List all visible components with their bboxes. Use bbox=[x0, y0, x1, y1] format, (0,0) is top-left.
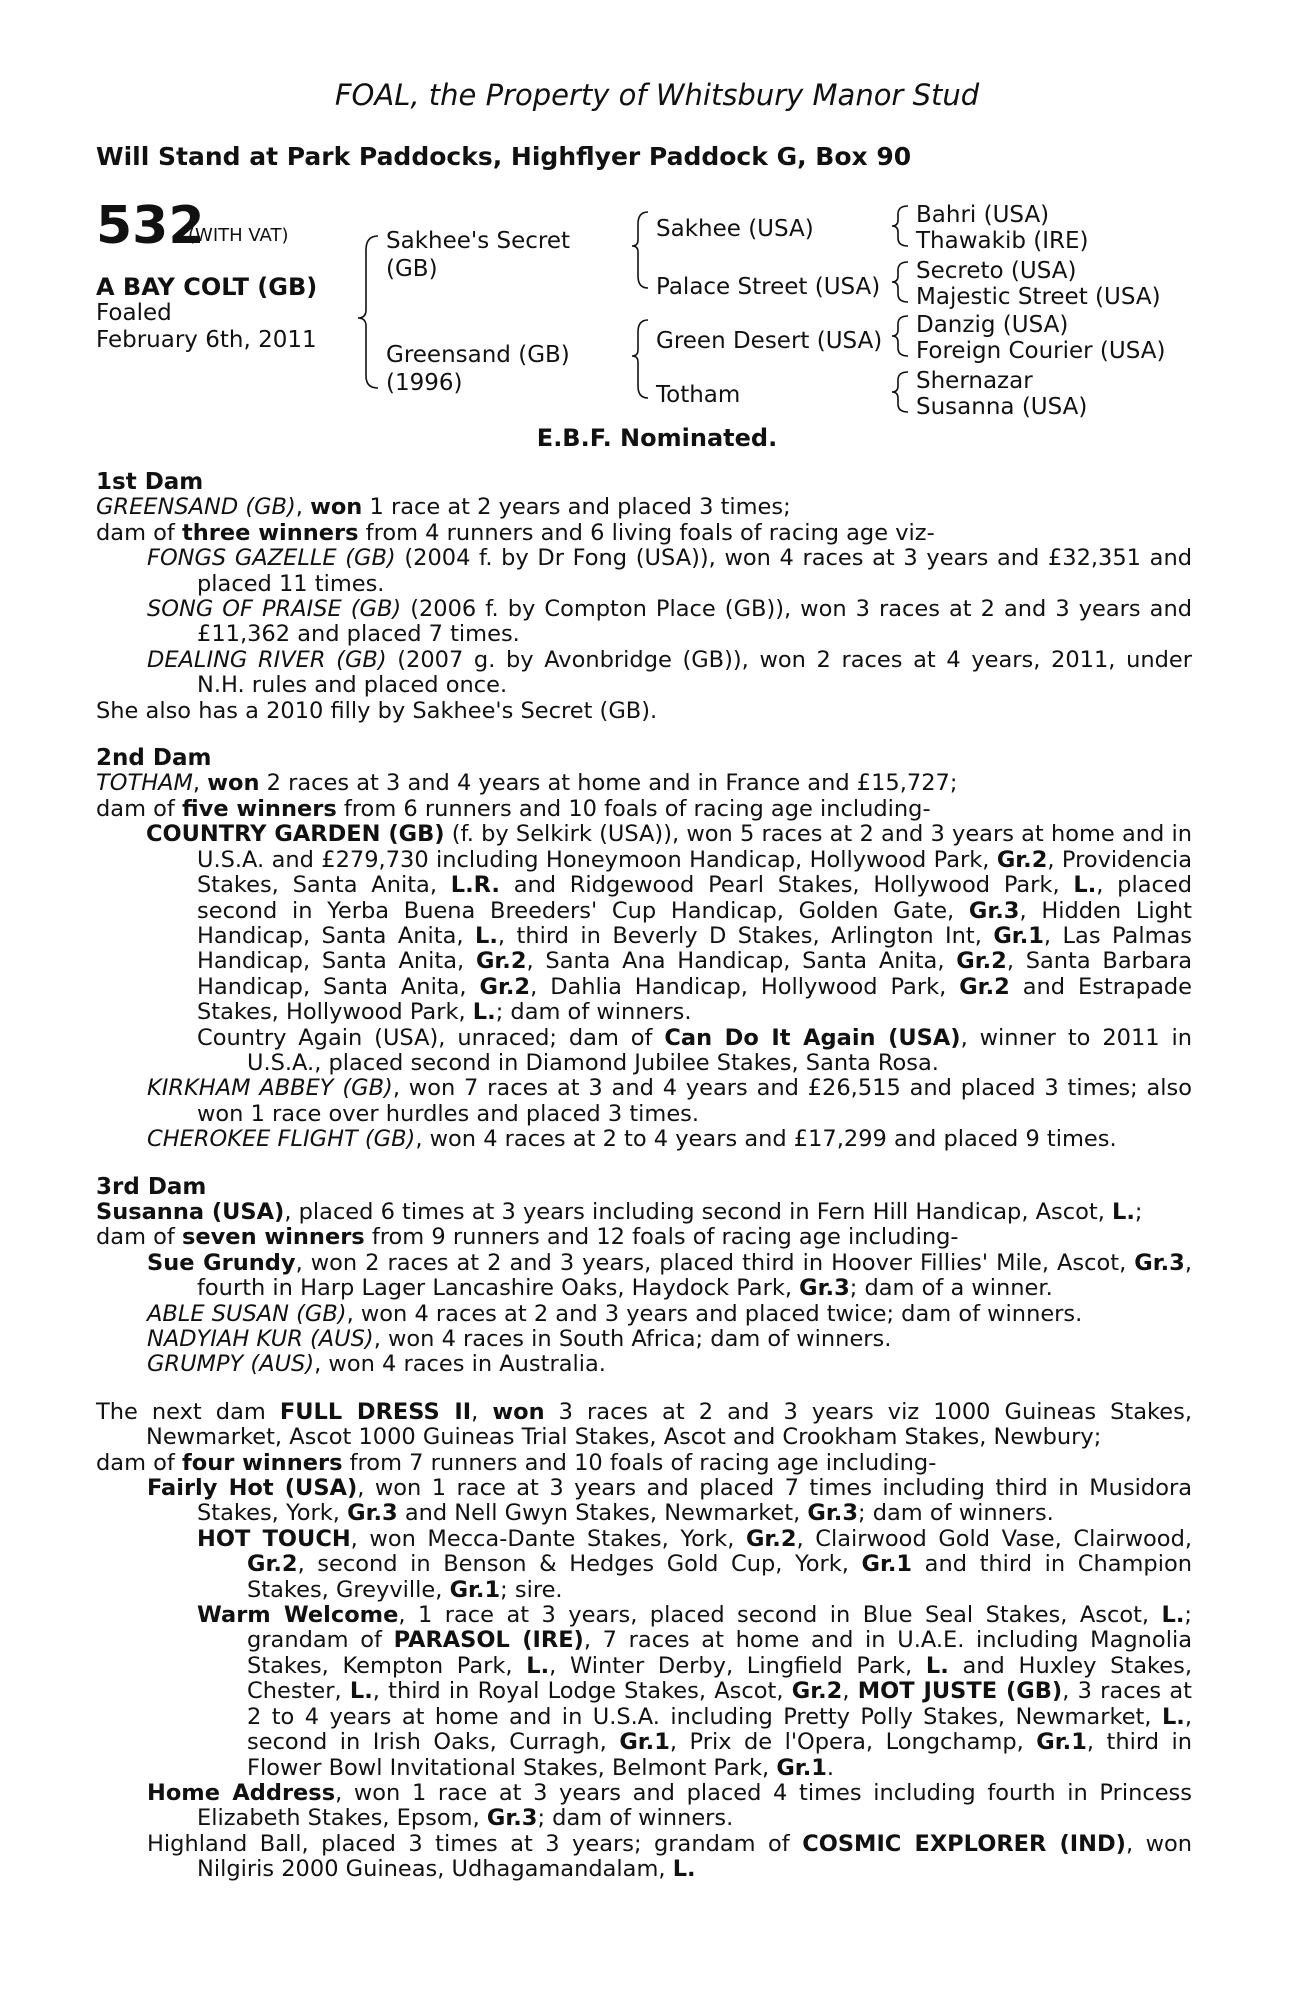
produce-entry bbox=[96, 1127, 1192, 1152]
text: Gr.3 bbox=[968, 897, 1020, 924]
text: L. bbox=[1073, 872, 1097, 899]
text: and Nell Gwyn Stakes, Newmarket, bbox=[397, 1500, 808, 1527]
lot-number: 532 bbox=[96, 196, 205, 256]
horse-name: GRUMPY (AUS) bbox=[147, 1351, 315, 1378]
text: dam of bbox=[96, 1449, 182, 1476]
text: , Winter Derby, Lingfield Park, bbox=[549, 1652, 926, 1679]
pedigree-sire-country: (GB) bbox=[386, 256, 438, 282]
pedigree-sire: Sakhee's Secret bbox=[386, 228, 571, 254]
text: Gr.2 bbox=[791, 1678, 843, 1705]
produce-entry bbox=[96, 1352, 1192, 1377]
ebf-nomination: E.B.F. Nominated. bbox=[536, 424, 778, 452]
text: , bbox=[192, 770, 208, 797]
text: dam of bbox=[96, 519, 182, 546]
first-dam-line bbox=[96, 495, 1192, 520]
next-dam-section bbox=[96, 1400, 1192, 1883]
first-dam-name: GREENSAND (GB) bbox=[96, 494, 296, 521]
horse-name: ABLE SUSAN (GB) bbox=[147, 1300, 347, 1327]
text: won bbox=[492, 1398, 545, 1425]
produce-entry bbox=[96, 1251, 1192, 1302]
text: (2006 f. by Compton Place (GB)), won 3 races at 2 and 3 years and £11,362 and placed 7 times. bbox=[197, 596, 1192, 648]
first-dam-heading: 1st Dam bbox=[96, 469, 204, 495]
pedigree-dam-year: (1996) bbox=[386, 370, 463, 396]
text: , won 4 races at 2 to 4 years and £17,299 and placed 9 times. bbox=[415, 1126, 1117, 1153]
third-dam-section bbox=[96, 1175, 1192, 1378]
next-dam-line bbox=[96, 1400, 1192, 1451]
text: Gr.1 bbox=[993, 922, 1044, 949]
second-dam-produce-line bbox=[96, 797, 1192, 822]
text: seven winners bbox=[181, 1224, 365, 1251]
pedigree-dds: Shernazar bbox=[916, 368, 1033, 394]
pedigree-ddd: Susanna (USA) bbox=[916, 394, 1088, 420]
text: , placed second in Yerba Buena Breeders' Cup Handicap, Golden Gate, bbox=[197, 872, 1193, 924]
text: , Dahlia Handicap, Hollywood Park, bbox=[530, 973, 960, 1000]
text: , bbox=[842, 1678, 858, 1705]
third-dam-heading: 3rd Dam bbox=[96, 1173, 207, 1200]
text: Gr.3 bbox=[1134, 1249, 1185, 1276]
pedigree-sdd: Majestic Street (USA) bbox=[916, 284, 1161, 310]
text: Gr.3 bbox=[799, 1275, 850, 1302]
text: 1 race at 2 years and placed 3 times; bbox=[362, 494, 791, 521]
text: . bbox=[826, 1754, 835, 1781]
horse-name: FONGS GAZELLE (GB) bbox=[147, 545, 396, 572]
text: L. bbox=[672, 1856, 696, 1883]
text: and Ridgewood Pearl Stakes, Hollywood Park, bbox=[499, 872, 1074, 899]
horse-name: NADYIAH KUR (AUS) bbox=[147, 1326, 374, 1352]
produce-entry bbox=[96, 1327, 1192, 1352]
text: ; grandam of bbox=[247, 1602, 1193, 1654]
text: ; dam of winners. bbox=[495, 999, 692, 1026]
text: Gr.2 bbox=[959, 973, 1010, 1000]
page-title: FOAL, the Property of Whitsbury Manor Stud bbox=[334, 78, 980, 112]
text: , Clairwood Gold Vase, Clairwood, bbox=[796, 1525, 1193, 1552]
horse-name: COUNTRY GARDEN (GB) bbox=[146, 821, 445, 848]
text: won bbox=[207, 770, 260, 797]
text: , third in Royal Lodge Stakes, Ascot, bbox=[372, 1678, 792, 1705]
produce-entry bbox=[96, 1302, 1192, 1327]
text: dam of bbox=[96, 1224, 182, 1251]
horse-name: KIRKHAM ABBEY (GB) bbox=[147, 1075, 393, 1102]
horse-name: Susanna (USA) bbox=[96, 1198, 285, 1225]
lot-description: A BAY COLT (GB) bbox=[96, 273, 318, 301]
text: ; sire. bbox=[500, 1576, 563, 1603]
text: four winners bbox=[181, 1449, 343, 1476]
horse-name: Warm Welcome bbox=[197, 1602, 399, 1629]
text: , third in Beverly D Stakes, Arlington Int, bbox=[497, 922, 994, 949]
text: Gr.2 bbox=[479, 973, 531, 1000]
text: Highland Ball, placed 3 times at 3 years; grandam of bbox=[147, 1830, 803, 1857]
text: COSMIC EXPLORER (IND) bbox=[802, 1830, 1126, 1857]
vat-note: (WITH VAT) bbox=[188, 225, 289, 246]
text: , 1 race at 3 years, placed second in Blue Seal Stakes, Ascot, bbox=[398, 1602, 1162, 1629]
text: and Huxley Stakes, Chester, bbox=[247, 1652, 1192, 1705]
text: won bbox=[310, 494, 363, 521]
text: PARASOL (IRE) bbox=[393, 1627, 584, 1654]
produce-entry bbox=[96, 822, 1192, 1025]
produce-entry bbox=[96, 546, 1192, 597]
pedigree-dam-sire: Green Desert (USA) bbox=[656, 328, 883, 354]
text: Gr.1 bbox=[776, 1754, 827, 1781]
first-dam-section bbox=[96, 470, 1192, 724]
text: , won 4 races in Australia. bbox=[314, 1351, 606, 1378]
pedigree-dsd: Foreign Courier (USA) bbox=[916, 338, 1166, 364]
text: Gr.2 bbox=[247, 1551, 298, 1578]
text: ; dam of winners. bbox=[537, 1805, 734, 1832]
horse-name: FULL DRESS II bbox=[279, 1398, 472, 1425]
text: , won Mecca-Dante Stakes, York, bbox=[350, 1525, 746, 1552]
text: , won 1 race at 3 years and placed 4 times including fourth in Princess Elizabeth Stakes, Epsom, bbox=[197, 1779, 1192, 1832]
horse-name: Home Address bbox=[147, 1779, 336, 1806]
text: Gr.1 bbox=[449, 1576, 501, 1603]
foaled-date: February 6th, 2011 bbox=[96, 327, 317, 353]
text: Gr.2 bbox=[745, 1525, 797, 1552]
text: , bbox=[295, 494, 311, 521]
text: 3 races at 2 and 3 years viz 1000 Guineas Stakes, Newmarket, Ascot 1000 Guineas Trial Stakes, Ascot and Crookham Stakes, Newbury; bbox=[146, 1398, 1192, 1451]
text: dam of bbox=[96, 795, 182, 822]
pedigree-sds: Secreto (USA) bbox=[916, 258, 1077, 284]
produce-entry bbox=[96, 1603, 1192, 1781]
horse-name: CHEROKEE FLIGHT (GB) bbox=[147, 1126, 416, 1153]
text: Gr.2 bbox=[475, 948, 527, 975]
text: , Hidden Light Handicap, Santa Anita, bbox=[197, 897, 1192, 949]
text: , won 2 races at 2 and 3 years, placed third in Hoover Fillies' Mile, Ascot, bbox=[295, 1249, 1135, 1276]
first-dam-produce-line bbox=[96, 521, 1192, 546]
text: Gr.1 bbox=[861, 1551, 913, 1578]
pedigree-sire-dam: Palace Street (USA) bbox=[656, 274, 881, 300]
pedigree-dam: Greensand (GB) bbox=[386, 342, 570, 368]
text: L. bbox=[1161, 1703, 1185, 1730]
text: Can Do It Again (USA) bbox=[664, 1024, 961, 1051]
text: , second in Benson & Hedges Gold Cup, York, bbox=[297, 1551, 862, 1578]
text: , 3 races at 2 to 4 years at home and in U.S.A. including Pretty Polly Stakes, Newmarket, bbox=[247, 1678, 1192, 1730]
text: Gr.2 bbox=[996, 846, 1048, 873]
horse-name: TOTHAM bbox=[96, 770, 193, 797]
first-dam-note: She also has a 2010 filly by Sakhee's Secret (GB). bbox=[96, 697, 658, 724]
text: MOT JUSTE (GB) bbox=[857, 1678, 1063, 1705]
text: three winners bbox=[181, 519, 359, 546]
produce-entry bbox=[96, 648, 1192, 699]
text: , 7 races at home and in U.A.E. including Magnolia Stakes, Kempton Park, bbox=[247, 1627, 1192, 1679]
text: (2004 f. by Dr Fong (USA)), won 4 races at 3 years and £32,351 and placed 11 times. bbox=[197, 545, 1192, 597]
text: , won 1 race at 3 years and placed 7 times including third in Musidora Stakes, York, bbox=[197, 1475, 1193, 1527]
text: , Santa Barbara Handicap, Santa Anita, bbox=[197, 948, 1192, 1000]
produce-entry bbox=[96, 1476, 1192, 1527]
second-dam-heading: 2nd Dam bbox=[96, 745, 212, 772]
third-dam-line bbox=[96, 1200, 1192, 1225]
text: L. bbox=[349, 1678, 373, 1705]
pedigree-notes bbox=[96, 470, 1192, 1905]
text: Country Again (USA), unraced; dam of bbox=[197, 1024, 665, 1051]
pedigree-sss: Bahri (USA) bbox=[916, 202, 1050, 228]
text: , won 4 races at 2 and 3 years and placed twice; dam of winners. bbox=[346, 1300, 1083, 1327]
text: , fourth in Harp Lager Lancashire Oaks, Haydock Park, bbox=[197, 1249, 1192, 1302]
text: Gr.3 bbox=[347, 1500, 398, 1527]
third-dam-produce-line bbox=[96, 1225, 1192, 1250]
pedigree-ssd: Thawakib (IRE) bbox=[916, 228, 1089, 254]
text: ; dam of a winner. bbox=[849, 1275, 1053, 1302]
text: and Estrapade Stakes, Hollywood Park, bbox=[197, 973, 1192, 1026]
horse-name: Sue Grundy bbox=[147, 1249, 296, 1276]
produce-entry bbox=[96, 597, 1192, 648]
text: Gr.3 bbox=[486, 1805, 538, 1832]
text: from 7 runners and 10 foals of racing age including- bbox=[342, 1449, 937, 1476]
next-dam-produce-line bbox=[96, 1451, 1192, 1476]
text: , won 7 races at 3 and 4 years and £26,515 and placed 3 times; also won 1 race over hurdles and placed 3 times. bbox=[197, 1075, 1193, 1127]
text: from 6 runners and 10 foals of racing age including- bbox=[336, 795, 931, 822]
text: Gr.3 bbox=[807, 1500, 858, 1527]
produce-entry bbox=[96, 1527, 1192, 1603]
text: , Providencia Stakes, Santa Anita, bbox=[197, 846, 1192, 899]
text: ; dam of winners. bbox=[857, 1500, 1054, 1527]
horse-name: HOT TOUCH bbox=[197, 1525, 351, 1552]
produce-entry bbox=[96, 1832, 1192, 1883]
text: Gr.1 bbox=[619, 1729, 670, 1756]
text: , Santa Ana Handicap, Santa Anita, bbox=[526, 948, 957, 975]
text: L. bbox=[1112, 1198, 1135, 1225]
horse-name: Fairly Hot (USA) bbox=[147, 1475, 358, 1502]
text: Gr.2 bbox=[956, 948, 1007, 975]
horse-name: DEALING RIVER (GB) bbox=[147, 646, 387, 673]
text: , won 4 races in South Africa; dam of winners. bbox=[373, 1326, 892, 1352]
text: from 4 runners and 6 living foals of racing age viz- bbox=[358, 519, 935, 546]
text: L. bbox=[925, 1652, 949, 1679]
pedigree-dss: Danzig (USA) bbox=[916, 312, 1069, 338]
text: , bbox=[471, 1398, 493, 1425]
text: L. bbox=[526, 1652, 550, 1679]
stand-location: Will Stand at Park Paddocks, Highflyer Paddock G, Box 90 bbox=[96, 142, 912, 171]
text: five winners bbox=[181, 795, 337, 822]
text: Gr.1 bbox=[1036, 1729, 1087, 1756]
text: and third in Champion Stakes, Greyville, bbox=[247, 1551, 1192, 1603]
text: L. bbox=[472, 999, 496, 1026]
text: L. bbox=[475, 922, 498, 949]
pedigree-dam-dam: Totham bbox=[656, 382, 741, 408]
text: , placed 6 times at 3 years including second in Fern Hill Handicap, Ascot, bbox=[284, 1198, 1113, 1225]
text: , Las Palmas Handicap, Santa Anita, bbox=[197, 922, 1192, 975]
text: (2007 g. by Avonbridge (GB)), won 2 races at 4 years, 2011, under N.H. rules and placed once. bbox=[197, 646, 1192, 699]
produce-entry bbox=[96, 1026, 1192, 1077]
text: L.R. bbox=[450, 872, 500, 899]
horse-name: SONG OF PRAISE (GB) bbox=[147, 596, 402, 623]
pedigree-sire-sire: Sakhee (USA) bbox=[656, 216, 814, 242]
text: , second in Irish Oaks, Curragh, bbox=[247, 1703, 1192, 1756]
text: 2 races at 3 and 4 years at home and in France and £15,727; bbox=[259, 770, 958, 797]
text: , winner to 2011 in U.S.A., placed second in Diamond Jubilee Stakes, Santa Rosa. bbox=[247, 1024, 1192, 1076]
foaled-label: Foaled bbox=[96, 300, 172, 326]
second-dam-section bbox=[96, 746, 1192, 1153]
second-dam-line bbox=[96, 771, 1192, 796]
text: (f. by Selkirk (USA)), won 5 races at 2 and 3 years at home and in U.S.A. and £279,730 including Honeymoon Handicap, Hollywood Park, bbox=[197, 821, 1192, 873]
text: , third in Flower Bowl Invitational Stakes, Belmont Park, bbox=[247, 1729, 1192, 1781]
text: ; bbox=[1134, 1198, 1143, 1225]
text: , won Nilgiris 2000 Guineas, Udhagamandalam, bbox=[197, 1830, 1192, 1883]
text: L. bbox=[1161, 1602, 1185, 1629]
text: from 9 runners and 12 foals of racing age including- bbox=[364, 1224, 959, 1251]
text: The next dam bbox=[96, 1398, 280, 1425]
produce-entry bbox=[96, 1781, 1192, 1832]
text: , Prix de l'Opera, Longchamp, bbox=[669, 1729, 1037, 1756]
produce-entry bbox=[96, 1076, 1192, 1127]
